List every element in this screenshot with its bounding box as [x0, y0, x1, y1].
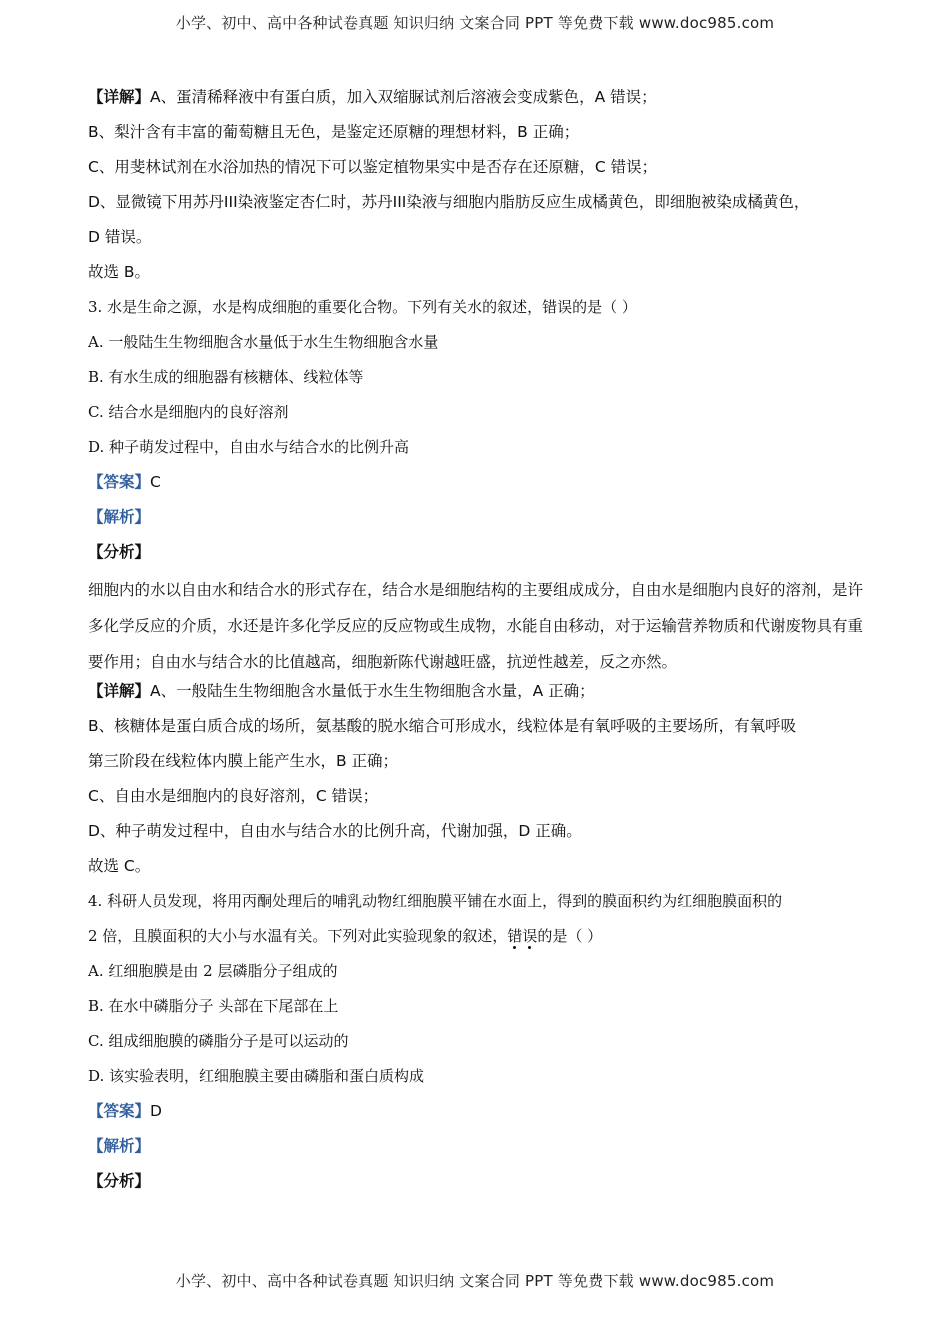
- q3-detail-d: D、种子萌发过程中，自由水与结合水的比例升高，代谢加强，D 正确。: [88, 822, 582, 840]
- q4-stem-line1: 4. 科研人员发现，将用丙酮处理后的哺乳动物红细胞膜平铺在水面上，得到的膜面积约为红细胞膜面积的: [88, 892, 783, 910]
- q3-option-c: C. 结合水是细胞内的良好溶剂: [88, 403, 289, 421]
- q4-analysis-tag: 【解析】: [88, 1137, 151, 1155]
- q4-option-d: D. 该实验表明，红细胞膜主要由磷脂和蛋白质构成: [88, 1067, 425, 1085]
- q3-detail-c: C、自由水是细胞内的良好溶剂，C 错误；: [88, 787, 379, 805]
- q4-fenxi-tag: 【分析】: [88, 1172, 151, 1190]
- detail-tag: 【详解】: [88, 682, 151, 700]
- q4-answer: [88, 1100, 863, 1123]
- q2-detail-a: 【详解】A、蛋清稀释液中有蛋白质，加入双缩脲试剂后溶液会变成紫色，A 错误；: [88, 88, 657, 106]
- q3-conclusion: 故选 C。: [88, 857, 151, 875]
- emphasis-char: 错: [507, 927, 523, 945]
- q3-detail-a: 【详解】A、一般陆生生物细胞含水量低于水生生物细胞含水量，A 正确；: [88, 682, 595, 700]
- q3-stem: 3. 水是生命之源，水是构成细胞的重要化合物。下列有关水的叙述，错误的是（ ）: [88, 298, 637, 316]
- q2-detail-d-line1: D、显微镜下用苏丹III染液鉴定杏仁时，苏丹III染液与细胞内脂肪反应生成橘黄色，即细胞被染成橘黄色，: [88, 193, 810, 211]
- q2-detail-d-line2: D 错误。: [88, 228, 152, 246]
- document-body: [88, 86, 863, 1205]
- q3-fenxi-tag: 【分析】: [88, 543, 151, 561]
- q3-analysis-tag: 【解析】: [88, 508, 151, 526]
- q3-answer: [88, 471, 863, 494]
- page-header-banner: 小学、初中、高中各种试卷真题 知识归纳 文案合同 PPT 等免费下载 www.doc985.com: [175, 14, 775, 32]
- q3-option-a: A. 一般陆生生物细胞含水量低于水生生物细胞含水量: [88, 333, 439, 351]
- answer-value: C: [150, 473, 161, 491]
- q2-detail-c: C、用斐林试剂在水浴加热的情况下可以鉴定植物果实中是否存在还原糖，C 错误；: [88, 158, 658, 176]
- emphasis-char: 误: [522, 927, 538, 945]
- q3-option-d: D. 种子萌发过程中，自由水与结合水的比例升高: [88, 438, 410, 456]
- detail-tag: 【详解】: [88, 88, 151, 106]
- q3-detail-b-line2: 第三阶段在线粒体内膜上能产生水，B 正确；: [88, 752, 399, 770]
- answer-value: D: [150, 1102, 162, 1120]
- answer-tag: 【答案】: [88, 1102, 151, 1120]
- q3-option-b: B. 有水生成的细胞器有核糖体、线粒体等: [88, 368, 364, 386]
- q4-option-b: B. 在水中磷脂分子 头部在下尾部在上: [88, 997, 339, 1015]
- answer-tag: 【答案】: [88, 473, 151, 491]
- q3-fenxi-text: 细胞内的水以自由水和结合水的形式存在，结合水是细胞结构的主要组成成分，自由水是细胞内良好的溶剂，是许多化学反应的介质，水还是许多化学反应的反应物或生成物，水能自由移动，对于运输营养物质和代谢废物具有重要作用；自由水与结合水的比值越高，细胞新陈代谢越旺盛，抗逆性越差，反之亦然。: [88, 581, 864, 671]
- q2-detail-b: B、梨汁含有丰富的葡萄糖且无色，是鉴定还原糖的理想材料，B 正确；: [88, 123, 580, 141]
- q4-option-c: C. 组成细胞膜的磷脂分子是可以运动的: [88, 1032, 349, 1050]
- q4-option-a: A. 红细胞膜是由 2 层磷脂分子组成的: [88, 962, 338, 980]
- q2-conclusion: 故选 B。: [88, 263, 151, 281]
- q4-stem-line2: 2 倍，且膜面积的大小与水温有关。下列对此实验现象的叙述，错误的是（ ）: [88, 927, 603, 945]
- page-footer-banner: 小学、初中、高中各种试卷真题 知识归纳 文案合同 PPT 等免费下载 www.doc985.com: [175, 1272, 775, 1290]
- q3-detail-b-line1: B、核糖体是蛋白质合成的场所，氨基酸的脱水缩合可形成水，线粒体是有氧呼吸的主要场所，有氧呼吸: [88, 717, 797, 735]
